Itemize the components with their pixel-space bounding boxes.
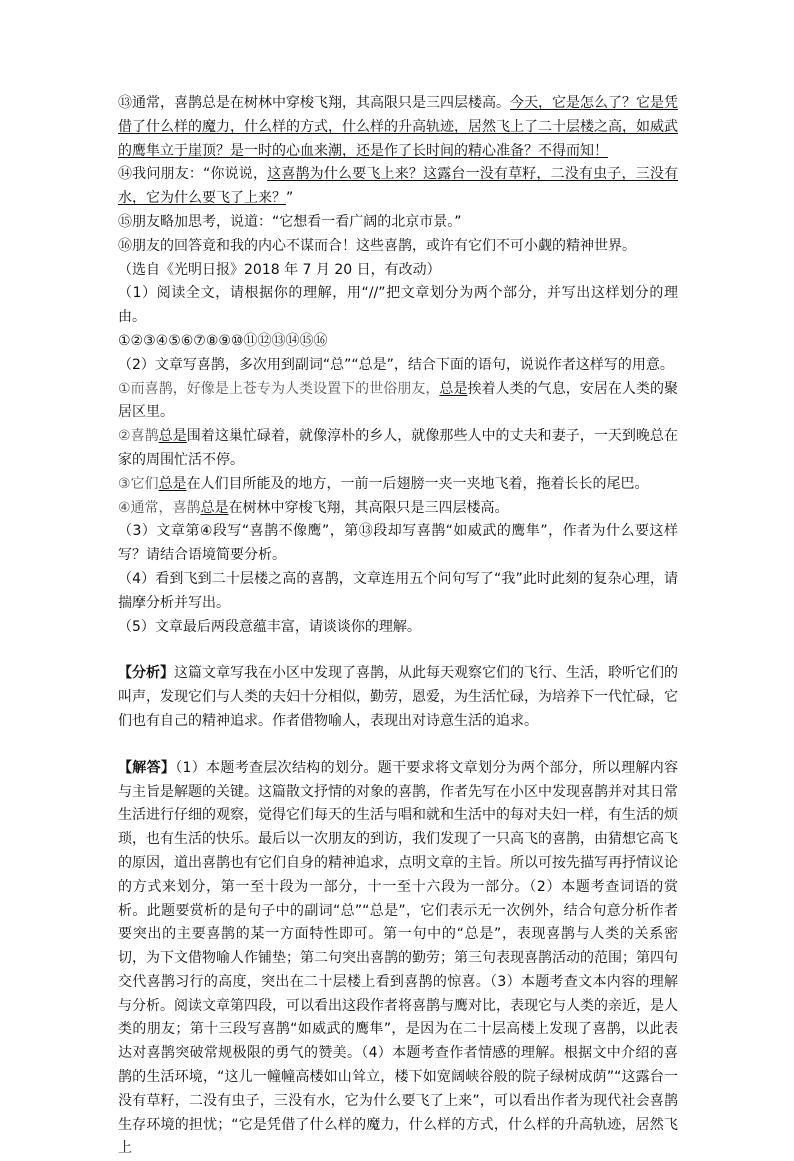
spacer <box>118 734 678 757</box>
paragraph-15: ⑮朋友略加思考，说道：“它想看一看广阔的北京市景。” <box>118 213 462 230</box>
analysis-text: 这篇文章写我在小区中发现了喜鹊，从此每天观察它们的飞行、生活，聆听它们的叫声，发现它们与人类的夫妇十分相似，勤劳，恩爱，为生活忙碌，为培养下一代忙碌，它们也有自己的精神追求。作者借物喻人，表现出对诗意生活的追求。 <box>118 665 678 729</box>
analysis-block <box>118 662 678 733</box>
paragraph-14: ⑭我问朋友：“你说说，这喜鹊为什么要飞上来？这露台一没有草籽，二没有虫子，三没有水，它为什么要飞了上来？” <box>118 166 678 207</box>
question-2: （2）文章写喜鹊，多次用到副词“总”“总是”，结合下面的语句，说说作者这样写的用意。 <box>118 356 674 373</box>
underlined-text: 这喜鹊为什么要飞上来？这露台一没有草籽，二没有虫子，三没有水，它为什么要飞了上来？ <box>118 166 678 207</box>
spacer <box>118 639 678 662</box>
paragraph-numbers: ①②③④⑤⑥⑦⑧⑨⑩⑪⑫⑬⑭⑮⑯ <box>118 332 328 349</box>
sentence-3: ③它们总是在人们目所能及的地方，一前一后翅膀一夹一夹地飞着，拖着长长的尾巴。 <box>118 475 649 492</box>
answer-block <box>118 757 678 1161</box>
sentence-4: ④通常，喜鹊总是在树林中穿梭飞翔，其高限只是三四层楼高。 <box>118 499 509 516</box>
answer-label: 【解答】 <box>118 759 176 776</box>
document-page <box>118 92 678 1161</box>
question-4: （4）看到飞到二十层楼之高的喜鹊，文章连用五个问句写了“我”此时此刻的复杂心理，请揣摩分析并写出。 <box>118 570 678 611</box>
analysis-label: 【分析】 <box>118 665 174 682</box>
question-1: （1）阅读全文，请根据你的理解，用“//”把文章划分为两个部分，并写出这样划分的理由。 <box>118 285 678 326</box>
answer-text: （1）本题考查层次结构的划分。题干要求将文章划分为两个部分，所以理解内容与主旨是解题的关键。这篇散文抒情的对象的喜鹊，作者先写在小区中发现喜鹊并对其日常生活进行仔细的观察，觉得它们每天的生活与唱和就和生活中的每对夫妇一样，有生活的烦琐，也有生活的快乐。最后以一次朋友的到访，我们发现了一只高飞的喜鹊，由猜想它高飞的原因，道出喜鹊也有它们自身的精神追求，点明文章的主旨。所以可按先描写再抒情议论的方式来划分，第一至十段为一部分，十一至十六段为一部分。（2）本题考查词语的赏析。此题要赏析的是句子中的副词“总”“总是”，它们表示无一次例外，结合句意分析作者要突出的主要喜鹊的某一方面特性即可。第一句中的“总是”，表现喜鹊与人类的关系密切，为下文借物喻人作铺垫；第二句突出喜鹊的勤劳；第三句表现喜鹊活动的范围；第四句交代喜鹊习行的高度，突出在二十层楼上看到喜鹊的惊喜。（3）本题考查文本内容的理解与分析。阅读文章第四段，可以看出这段作者将喜鹊与鹰对比，表现它与人类的亲近，是人类的朋友；第十三段写喜鹊“如威武的鹰隼”，是因为在二十层高楼上发现了喜鹊，以此表达对喜鹊突破常规极限的勇气的赞美。（4）本题考查作者情感的理解。根据文中介绍的喜鹊的生活环境，“这儿一幢幢高楼如山耸立，楼下如宽阔峡谷般的院子绿树成荫”“这露台一没有草籽，二没有虫子，三没有水，它为什么要飞了上来”，可以看出作者为现代社会喜鹊生存环境的担忧；“它是凭借了什么样的魔力，什么样的方式，什么样的升高轨迹，居然飞上 <box>118 759 679 1157</box>
sentence-2: ②喜鹊总是围着这巢忙碌着，就像淳朴的乡人，就像那些人中的丈夫和妻子，一天到晚总在家的周围忙活不停。 <box>118 428 679 468</box>
paragraph-16: ⑯朋友的回答竟和我的内心不谋而合！这些喜鹊，或许有它们不可小觑的精神世界。 <box>118 237 636 254</box>
question-5: （5）文章最后两段意蕴丰富，请谈谈你的理解。 <box>118 618 421 635</box>
sentence-1: ①而喜鹊，好像是上苍专为人类设置下的世俗朋友，总是挨着人类的气息，安居在人类的聚居区里。 <box>118 380 678 421</box>
underlined-text: 今天，它是怎么了？它是凭借了什么样的魔力，什么样的方式，什么样的升高轨迹，居然飞上了二十层楼之高，如威武的鹰隼立于崖顶？是一时的心血来潮，还是作了长时间的精心准备？不得而知！ <box>118 95 678 159</box>
question-3: （3）文章第④段写“喜鹊不像鹰”，第⑬段却写喜鹊“如威武的鹰隼”，作者为什么要这样写？请结合语境简要分析。 <box>118 523 678 564</box>
paragraph-13: ⑬通常，喜鹊总是在树林中穿梭飞翔，其高限只是三四层楼高。今天，它是怎么了？它是凭借了什么样的魔力，什么样的方式，什么样的升高轨迹，居然飞上了二十层楼之高，如威武的鹰隼立于崖顶？是一时的心血来潮，还是作了长时间的精心准备？不得而知！ <box>118 95 678 159</box>
source-note: （选自《光明日报》2018 年 7 月 20 日，有改动） <box>118 261 441 278</box>
